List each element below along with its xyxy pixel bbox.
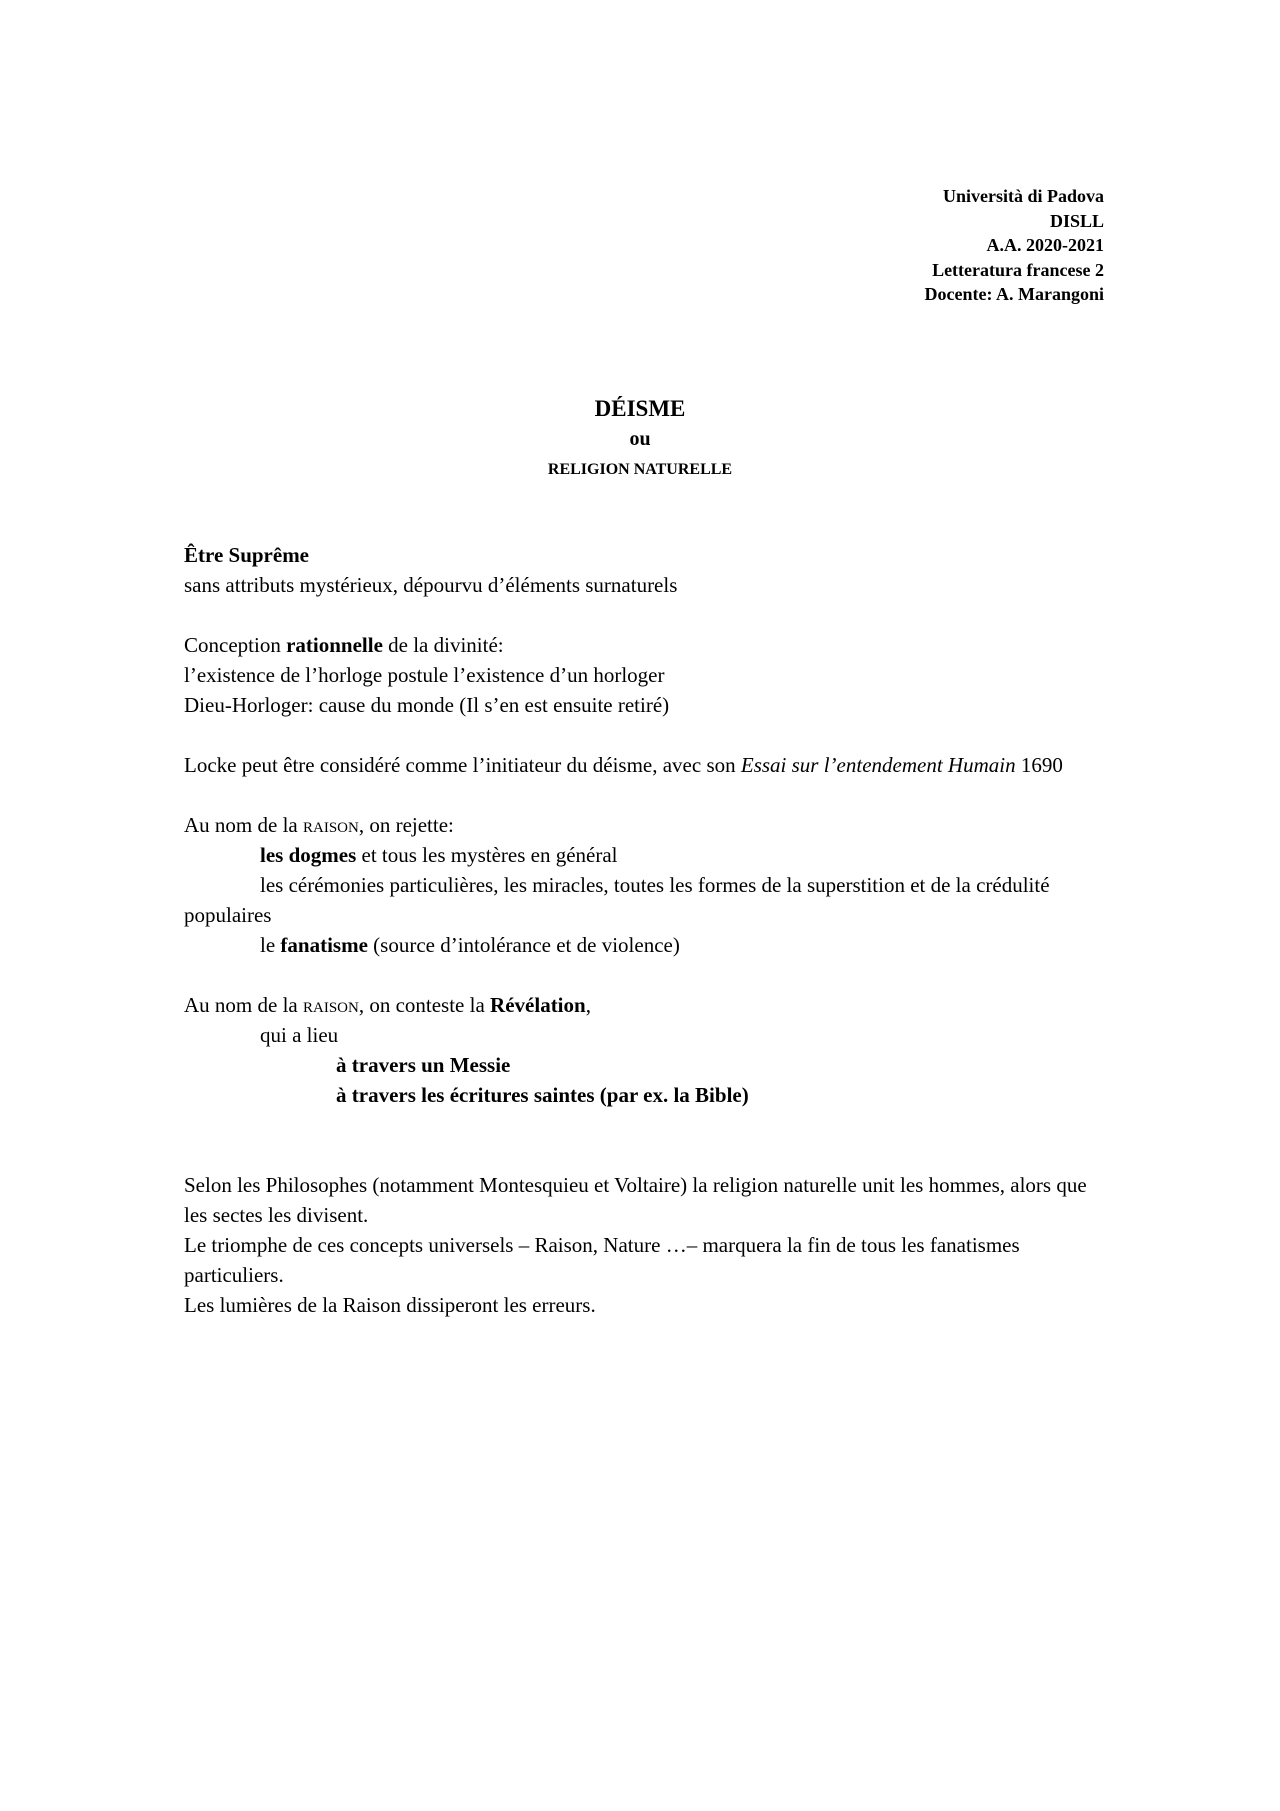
- title-subtitle: RELIGION NATURELLE: [547, 461, 733, 478]
- header-department: DISLL: [1049, 210, 1104, 231]
- section-etre-supreme-line: sans attributs mystérieux, dépourvu d’éléments surnaturels: [184, 573, 678, 597]
- conteste-intro: Au nom de la raison, on conteste la Révélation,: [184, 993, 591, 1017]
- title-main: DÉISME: [594, 396, 686, 421]
- main-body: [184, 540, 1104, 1320]
- lumieres-paragraph: Les lumières de la Raison dissiperont les erreurs.: [184, 1293, 596, 1317]
- header-academic-year: A.A. 2020-2021: [986, 235, 1104, 255]
- dieu-horloger-line: Dieu-Horloger: cause du monde (Il s’en est ensuite retiré): [184, 693, 670, 717]
- header-teacher: Docente: A. Marangoni: [924, 284, 1104, 304]
- raison-smallcaps-2: raison: [302, 993, 359, 1017]
- title-ou: ou: [629, 428, 651, 450]
- rejette-item-ceremonies: les cérémonies particulières, les miracles, toutes les formes de la superstition et de la crédulité populaires: [184, 873, 1050, 927]
- rejette-item-dogmes: les dogmes et tous les mystères en général: [260, 843, 618, 867]
- header-university: Università di Padova: [942, 186, 1104, 206]
- rejette-intro: Au nom de la raison, on rejette:: [184, 813, 454, 837]
- locke-paragraph: Locke peut être considéré comme l’initiateur du déisme, avec son Essai sur l’entendement Humain 1690: [184, 753, 1063, 777]
- document-title: [0, 394, 1280, 486]
- qui-a-lieu-line: qui a lieu: [260, 1023, 339, 1047]
- section-heading-etre-supreme: Être Suprême: [184, 543, 310, 567]
- philosophes-paragraph: Selon les Philosophes (notamment Montesquieu et Voltaire) la religion naturelle unit les hommes, alors que les sectes les divisent.: [184, 1173, 1087, 1227]
- revelation-item-ecritures: à travers les écritures saintes (par ex. la Bible): [336, 1083, 749, 1107]
- revelation-bold: Révélation: [490, 993, 586, 1017]
- course-header: [925, 184, 1104, 307]
- conception-line: Conception rationnelle de la divinité:: [184, 633, 504, 657]
- rejette-item-fanatisme: le fanatisme (source d’intolérance et de violence): [260, 933, 680, 957]
- horloge-line: l’existence de l’horloge postule l’existence d’un horloger: [184, 663, 665, 687]
- header-course: Letteratura francese 2: [932, 259, 1104, 280]
- revelation-item-messie: à travers un Messie: [336, 1053, 511, 1077]
- raison-smallcaps: raison: [302, 813, 359, 837]
- triomphe-paragraph: Le triomphe de ces concepts universels – Raison, Nature …– marquera la fin de tous les fanatismes particuliers.: [184, 1233, 1020, 1287]
- rationnelle-bold: rationnelle: [286, 633, 383, 657]
- essai-title-italic: Essai sur l’entendement Humain: [740, 753, 1016, 777]
